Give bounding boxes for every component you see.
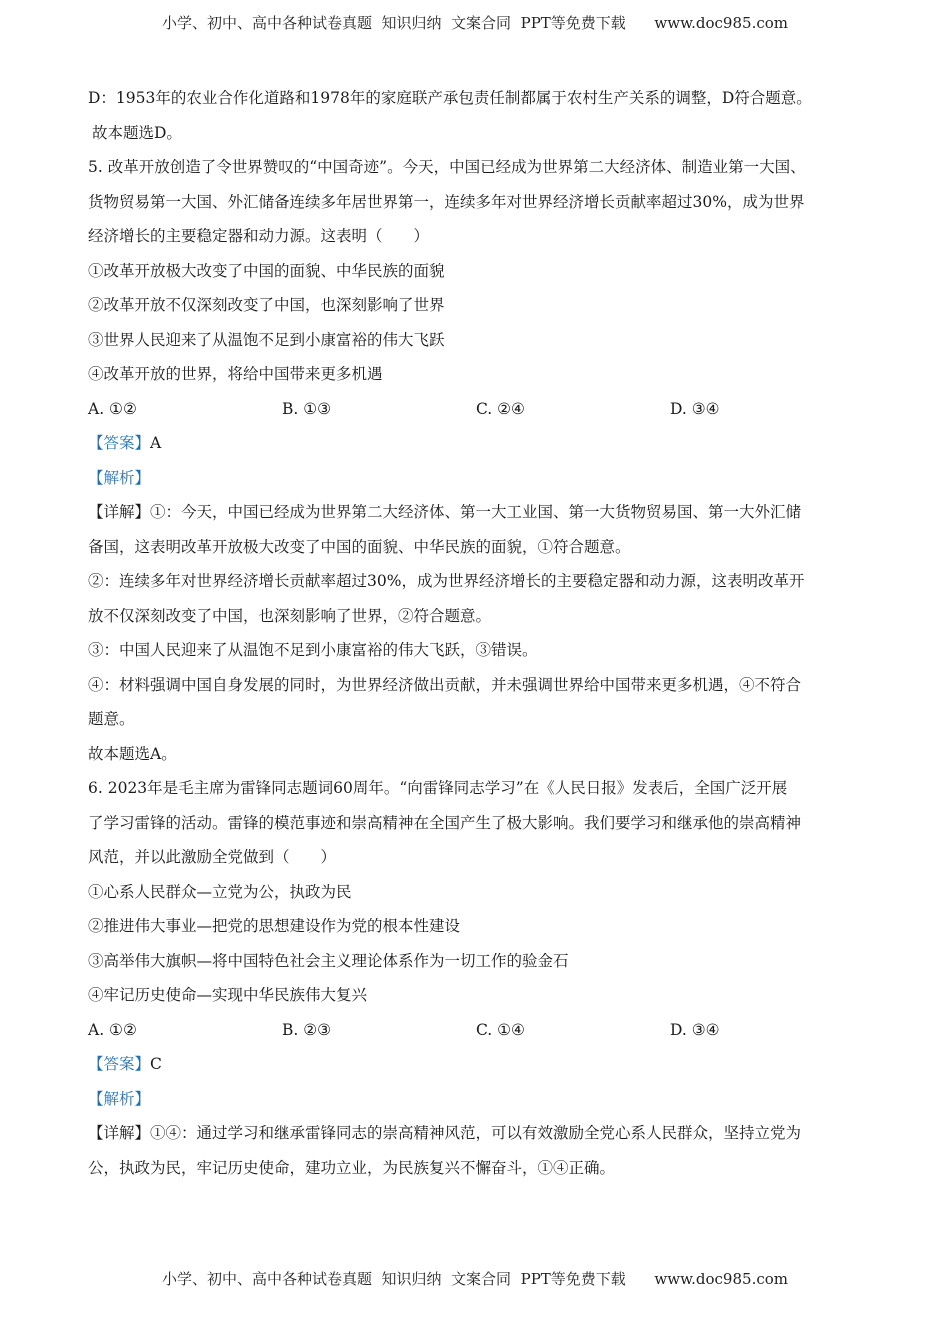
q5-answer-tag: 【答案】 — [88, 434, 151, 452]
q5-answer-value: A — [150, 434, 162, 452]
q5-option-c: C. ②④ — [476, 399, 525, 418]
page-footer: 小学、初中、高中各种试卷真题 知识归纳 文案合同 PPT等免费下载 www.doc985.com — [161, 1270, 788, 1288]
q5-detail-3: ②：连续多年对世界经济增长贡献率超过30%，成为世界经济增长的主要稳定器和动力源，这表明改革开 — [88, 572, 805, 590]
page-header: 小学、初中、高中各种试卷真题 知识归纳 文案合同 PPT等免费下载 www.doc985.com — [161, 14, 788, 32]
q5-option-b: B. ①③ — [282, 399, 332, 418]
q6-detail-text-1: ①④：通过学习和继承雷锋同志的崇高精神风范，可以有效激励全党心系人民群众，坚持立党为 — [150, 1124, 802, 1142]
q5-answer — [88, 433, 878, 468]
q6-stem-line-1: 6. 2023年是毛主席为雷锋同志题词60周年。“向雷锋同志学习”在《人民日报》发表后，全国广泛开展 — [88, 779, 788, 797]
q6-option-c: C. ①④ — [476, 1020, 525, 1039]
q6-option-d: D. ③④ — [670, 1020, 720, 1039]
q6-options — [88, 1020, 878, 1055]
q5-detail-text-1: ①：今天，中国已经成为世界第二大经济体、第一大工业国、第一大货物贸易国、第一大外汇储 — [150, 503, 802, 521]
q6-stem-line-3: 风范，并以此激励全党做到（ ） — [88, 848, 337, 866]
q6-answer — [88, 1054, 878, 1089]
prev-analysis-d: D：1953年的农业合作化道路和1978年的家庭联产承包责任制都属于农村生产关系的调整，D符合题意。 — [88, 89, 812, 107]
q6-item-1: ①心系人民群众—立党为公，执政为民 — [88, 882, 352, 901]
q6-analysis — [88, 1089, 878, 1124]
q5-item-4: ④改革开放的世界，将给中国带来更多机遇 — [88, 365, 383, 383]
q5-detail-5: ③：中国人民迎来了从温饱不足到小康富裕的伟大飞跃，③错误。 — [88, 641, 538, 659]
q5-conclusion: 故本题选A。 — [88, 744, 177, 763]
q5-stem-line-1: 5. 改革开放创造了令世界赞叹的“中国奇迹”。今天，中国已经成为世界第二大经济体、制造业第一大国、 — [88, 158, 806, 176]
q5-item-2: ②改革开放不仅深刻改变了中国，也深刻影响了世界 — [88, 296, 445, 314]
q5-detail-2: 备国，这表明改革开放极大改变了中国的面貌、中华民族的面貌，①符合题意。 — [88, 537, 631, 556]
page-content — [88, 88, 878, 1192]
q6-detail-2: 公，执政为民，牢记历史使命，建功立业，为民族复兴不懈奋斗，①④正确。 — [88, 1158, 616, 1177]
q6-detail-tag: 【详解】 — [88, 1124, 151, 1142]
q6-item-3: ③高举伟大旗帜—将中国特色社会主义理论体系作为一切工作的验金石 — [88, 951, 569, 970]
q6-option-a: A. ①② — [88, 1020, 137, 1039]
q6-answer-value: C — [150, 1055, 162, 1073]
q5-stem-line-2: 货物贸易第一大国、外汇储备连续多年居世界第一，连续多年对世界经济增长贡献率超过30%，成为世界 — [88, 192, 805, 211]
q5-detail-6: ④：材料强调中国自身发展的同时，为世界经济做出贡献，并未强调世界给中国带来更多机遇，④不符合 — [88, 675, 802, 694]
q5-item-1: ①改革开放极大改变了中国的面貌、中华民族的面貌 — [88, 261, 445, 280]
q5-options — [88, 399, 878, 434]
q6-answer-tag: 【答案】 — [88, 1055, 151, 1073]
q5-detail-7: 题意。 — [88, 710, 135, 728]
q6-stem-line-2: 了学习雷锋的活动。雷锋的模范事迹和崇高精神在全国产生了极大影响。我们要学习和继承他的崇高精神 — [88, 813, 802, 832]
q5-detail-1 — [88, 502, 878, 537]
q5-analysis-tag: 【解析】 — [88, 468, 151, 487]
q5-detail-tag: 【详解】 — [88, 503, 151, 521]
q6-item-4: ④牢记历史使命—实现中华民族伟大复兴 — [88, 986, 368, 1004]
q5-detail-4: 放不仅深刻改变了中国，也深刻影响了世界，②符合题意。 — [88, 606, 492, 625]
q6-option-b: B. ②③ — [282, 1020, 332, 1039]
q6-detail-1 — [88, 1123, 878, 1158]
q5-analysis — [88, 468, 878, 503]
q5-stem-line-3: 经济增长的主要稳定器和动力源。这表明（ ） — [88, 227, 430, 245]
q6-item-2: ②推进伟大事业—把党的思想建设作为党的根本性建设 — [88, 917, 461, 935]
q6-analysis-tag: 【解析】 — [88, 1089, 151, 1108]
q5-option-a: A. ①② — [88, 399, 137, 418]
prev-conclusion: 故本题选D。 — [92, 123, 182, 142]
q5-item-3: ③世界人民迎来了从温饱不足到小康富裕的伟大飞跃 — [88, 330, 445, 349]
q5-option-d: D. ③④ — [670, 399, 720, 418]
